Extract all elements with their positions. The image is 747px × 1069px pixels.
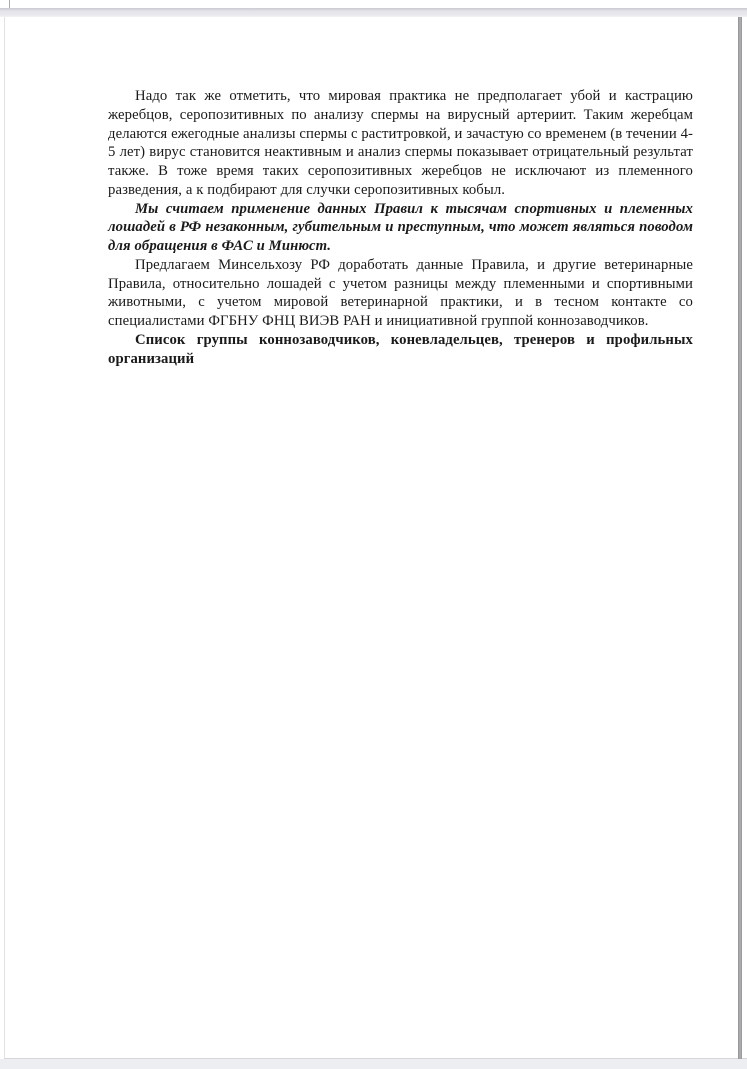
page-content [108, 87, 693, 368]
paragraph: Надо так же отметить, что мировая практика не предполагает убой и кастрацию жеребцов, серопозитивных по анализу спермы на вирусный артериит. Таким жеребцам делаются ежегодные анализы спермы с раститровкой, и зачастую со временем (в течении 4-5 лет) вирус становится неактивным и анализ спермы показывает отрицательный результат также. В тоже время таких серопозитивных жеребцов не исключают из племенного разведения, а к подбирают для случки серопозитивных кобыл. [108, 88, 694, 198]
section-heading: Список группы коннозаводчиков, коневладельцев, тренеров и профильных организаций [108, 331, 693, 367]
previous-page-bottom-sliver [9, 0, 747, 8]
paragraph-emphasis: Мы считаем применение данных Правил к тысячам спортивных и племенных лошадей в РФ незаконным, губительным и преступным, что может являться поводом для обращения в ФАС и Минюст. [108, 200, 693, 254]
viewer-bottom-strip [0, 1059, 747, 1069]
page-right-edge-shadow [738, 17, 742, 1060]
page-separator-band [0, 8, 747, 17]
paragraph: Предлагаем Минсельхозу РФ доработать данные Правила, и другие ветеринарные Правила, относительно лошадей с учетом разницы между племенными и спортивными животными, с учетом мировой ветеринарной практики, и в тесном контакте со специалистами ФГБНУ ФНЦ ВИЭВ РАН и инициативной группой коннозаводчиков. [108, 256, 693, 329]
